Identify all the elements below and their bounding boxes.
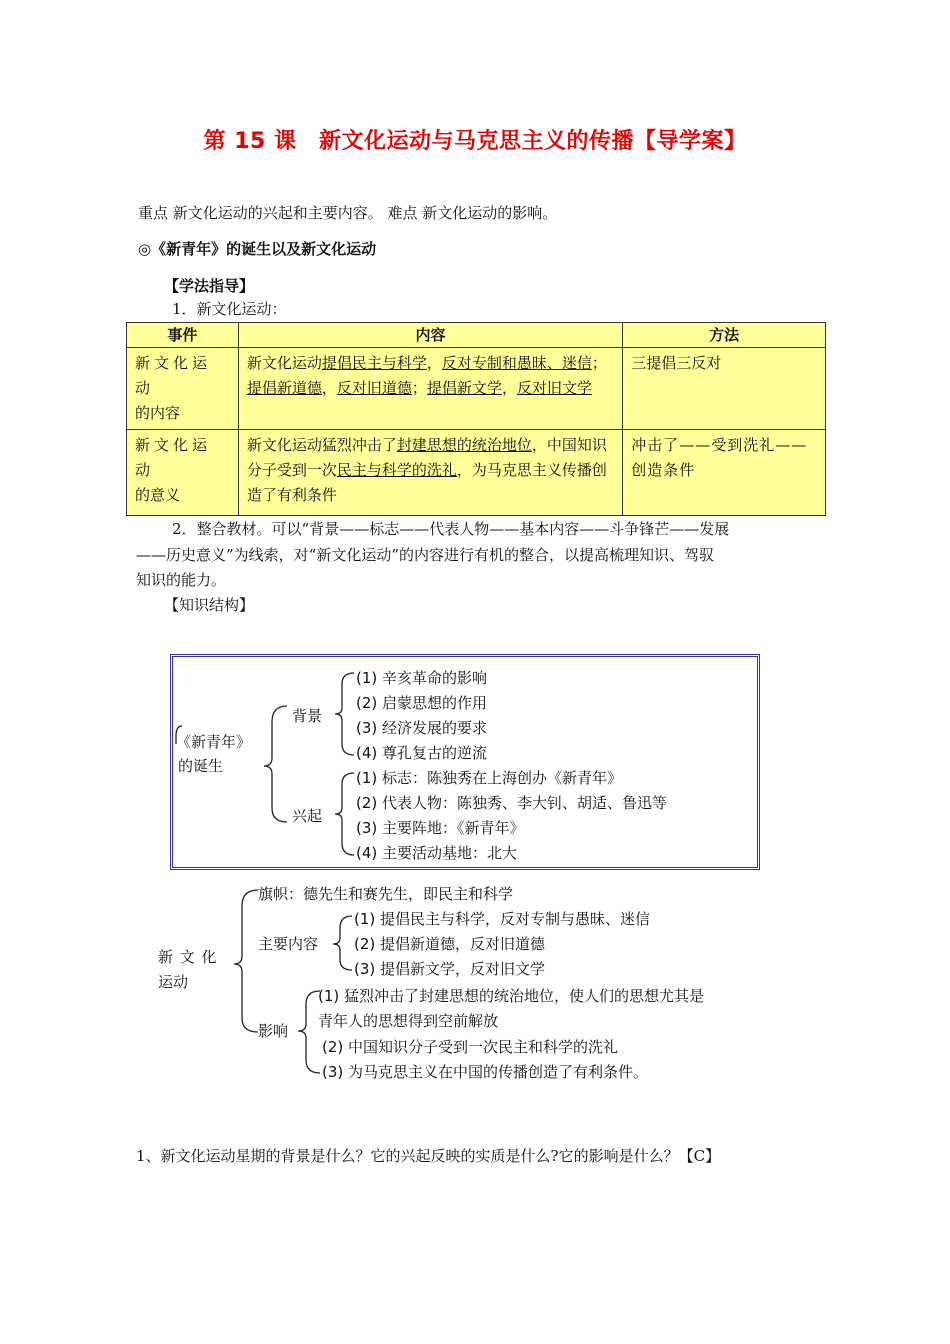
question-1: 1、新文化运动星期的背景是什么？它的兴起反映的实质是什么?它的影响是什么？【C】: [136, 1147, 721, 1165]
diagram2-impact-label: 影响: [258, 1022, 289, 1040]
diagram1-bg-item: (2) 启蒙思想的作用: [356, 694, 488, 712]
content-text: ，: [426, 354, 442, 372]
diagram1-bg-item: (4) 尊孔复古的逆流: [356, 744, 488, 762]
diagram1-bg-item: (3) 经济发展的要求: [356, 719, 488, 737]
event-line: 新文化运动: [135, 354, 212, 397]
method-heading: 【学法指导】: [164, 277, 255, 295]
content-underlined: 提倡新文学: [426, 379, 502, 397]
diagram1-bg-label: 背景: [292, 707, 323, 725]
content-underlined: 反对旧文学: [516, 379, 592, 397]
diagram1-root: 《新青年》: [176, 733, 252, 751]
content-underlined: 反对专制和愚昧、迷信: [441, 354, 592, 372]
item-1: 1．新文化运动：: [172, 300, 287, 318]
diagram2-impact-item: (1) 猛烈冲击了封建思想的统治地位，使人们的思想尤其是: [318, 987, 705, 1005]
table-cell-method: 三提倡三反对: [623, 348, 826, 430]
event-line: 新文化运动: [135, 436, 212, 479]
diagram2-content-item: (3) 提倡新文学，反对旧文学: [354, 960, 546, 978]
content-underlined: 提倡新道德: [246, 379, 322, 397]
content-text: ，: [321, 379, 337, 397]
diagram2-impact-item: (2) 中国知识分子受到一次民主和科学的洗礼: [322, 1038, 619, 1056]
event-line: 的内容: [135, 404, 181, 422]
content-underlined: 封建思想的统治地位: [396, 436, 532, 454]
diagram2-content-label: 主要内容: [258, 935, 319, 953]
diagram2-root: 运动: [158, 973, 189, 991]
content-text: 新文化运动: [246, 354, 322, 372]
content-text: ；: [591, 354, 607, 372]
diagram2-impact-item: (3) 为马克思主义在中国的传播创造了有利条件。: [322, 1063, 649, 1081]
diagram1-rise-item: (4) 主要活动基地：北大: [356, 844, 518, 862]
key-points: 重点 新文化运动的兴起和主要内容。 难点 新文化运动的影响。: [138, 204, 558, 222]
table-header: 事件: [127, 323, 239, 348]
content-text: ，为马克思主义传播创造了有利条件: [246, 461, 607, 504]
item-2-line: 知识的能力。: [136, 571, 227, 589]
diagram1-rise-label: 兴起: [292, 807, 323, 825]
table-header: 方法: [623, 323, 826, 348]
diagram2-content-item: (2) 提倡新道德，反对旧道德: [354, 935, 546, 953]
item-2-line: 2．整合教材。可以“背景——标志——代表人物——基本内容——斗争锋芒——发展: [172, 520, 730, 538]
diagram1-rise-item: (1) 标志：陈独秀在上海创办《新青年》: [356, 769, 623, 787]
diagram2-root: 新 文 化: [158, 948, 218, 966]
content-text: 新文化运动猛烈冲击了: [246, 436, 397, 454]
diagram1-bg-item: (1) 辛亥革命的影响: [356, 669, 488, 687]
table-cell-method: 冲击了——受到洗礼——创造条件: [623, 430, 826, 516]
section-heading: ◎《新青年》的诞生以及新文化运动: [138, 240, 377, 258]
diagram1-rise-item: (3) 主要阵地：《新青年》: [356, 819, 525, 837]
diagram2-content-item: (1) 提倡民主与科学，反对专制与愚昧、迷信: [354, 910, 651, 928]
diagram1-rise-item: (2) 代表人物：陈独秀、李大钊、胡适、鲁迅等: [356, 794, 668, 812]
page-title: 第 15 课 新文化运动与马克思主义的传播【导学案】: [203, 129, 747, 154]
content-underlined: 民主与科学的洗礼: [336, 461, 457, 479]
diagram2-banner: 旗帜：德先生和赛先生，即民主和科学: [258, 885, 514, 903]
diagram2-impact-item: 青年人的思想得到空前解放: [318, 1012, 499, 1030]
content-text: ，中国知识分子受到一次: [246, 436, 607, 479]
content-text: ，: [501, 379, 517, 397]
structure-heading: 【知识结构】: [164, 596, 255, 614]
event-line: 的意义: [135, 486, 181, 504]
table-header: 内容: [238, 323, 622, 348]
content-underlined: 反对旧道德: [336, 379, 412, 397]
diagram1-root: 的诞生: [178, 757, 224, 775]
content-text: ；: [411, 379, 427, 397]
content-underlined: 提倡民主与科学: [321, 354, 427, 372]
item-2-line: ——历史意义”为线索，对“新文化运动”的内容进行有机的整合，以提高梳理知识、驾驭: [136, 546, 715, 564]
